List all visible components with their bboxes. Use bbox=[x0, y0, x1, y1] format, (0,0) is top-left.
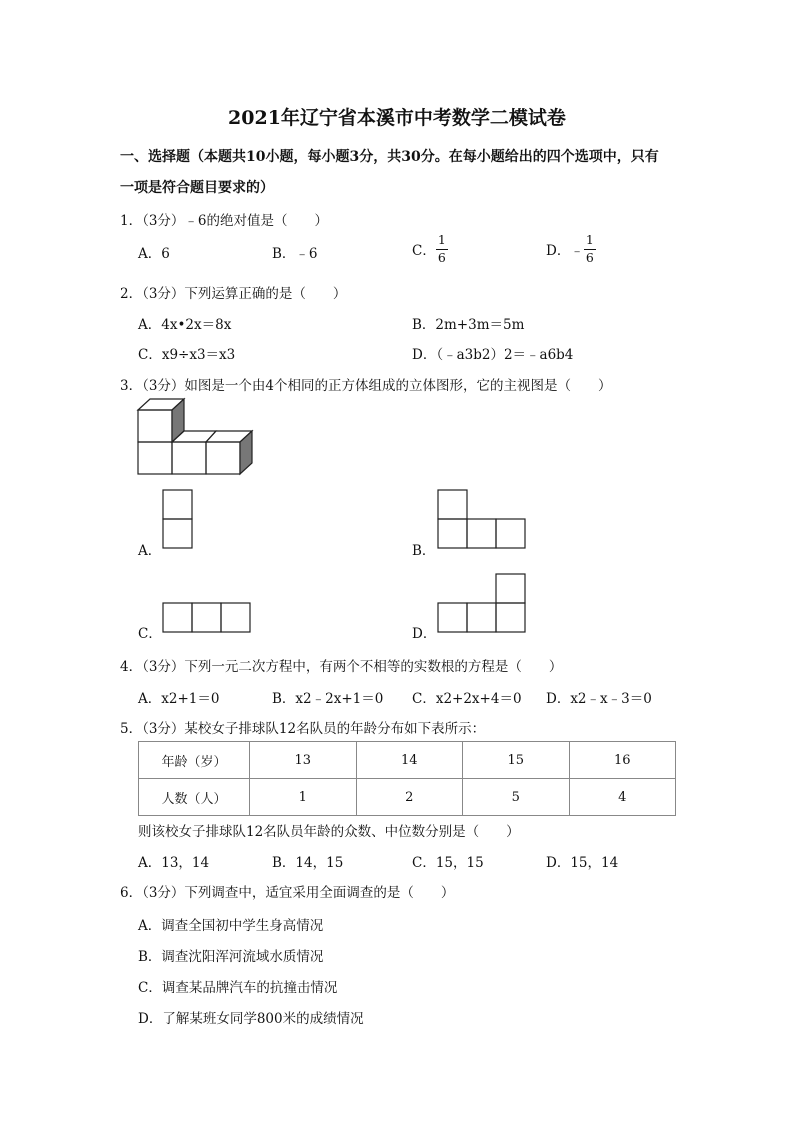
table-row bbox=[139, 742, 676, 779]
q3-option-d: D． bbox=[412, 626, 437, 642]
section-heading-line1: 一、选择题（本题共10小题，每小题3分，共30分。在每小题给出的四个选项中，只有 bbox=[120, 149, 659, 165]
q6-option-c: C．调查某品牌汽车的抗撞击情况 bbox=[138, 980, 338, 996]
q6-option-a: A．调查全国初中学生身高情况 bbox=[138, 918, 324, 934]
q1-option-d-fraction bbox=[584, 234, 596, 264]
q1-option-d-denominator: 6 bbox=[585, 249, 594, 265]
q2-option-b: B．2m+3m＝5m bbox=[412, 317, 525, 333]
q1-option-b: B．﹣6 bbox=[272, 246, 318, 262]
table-row bbox=[139, 779, 676, 816]
exam-title: 2021年辽宁省本溪市中考数学二模试卷 bbox=[228, 107, 566, 129]
table-cell: 年龄（岁） bbox=[139, 742, 250, 779]
q4-option-c: C．x2+2x+4＝0 bbox=[412, 691, 522, 707]
q1-option-d-numerator: 1 bbox=[584, 234, 596, 250]
q1-option-c-numerator: 1 bbox=[436, 234, 448, 250]
q5-option-c: C．15，15 bbox=[412, 855, 484, 871]
question-3-stem: 3．（3分）如图是一个由4个相同的正方体组成的立体图形，它的主视图是（ ） bbox=[120, 378, 612, 394]
q3-option-a-diagram bbox=[162, 489, 194, 549]
table-cell: 5 bbox=[463, 779, 570, 816]
q1-option-d-label: D．﹣ bbox=[546, 243, 584, 259]
table-cell: 2 bbox=[356, 779, 463, 816]
q2-option-a: A．4x•2x＝8x bbox=[138, 317, 232, 333]
q6-option-b: B．调查沈阳浑河流域水质情况 bbox=[138, 949, 324, 965]
q1-option-c-denominator: 6 bbox=[437, 249, 446, 265]
q2-option-d: D．（﹣a3b2）2＝﹣a6b4 bbox=[412, 347, 574, 363]
table-cell: 16 bbox=[569, 742, 676, 779]
question-1-stem: 1．（3分）﹣6的绝对值是（ ） bbox=[120, 213, 329, 229]
table-cell: 14 bbox=[356, 742, 463, 779]
question-2-stem: 2．（3分）下列运算正确的是（ ） bbox=[120, 286, 347, 302]
q3-option-c-diagram bbox=[162, 602, 252, 634]
q1-option-d bbox=[546, 234, 596, 264]
q5-option-b: B．14，15 bbox=[272, 855, 344, 871]
question-5-followup: 则该校女子排球队12名队员年龄的众数、中位数分别是（ ） bbox=[138, 824, 520, 840]
q4-option-b: B．x2﹣2x+1＝0 bbox=[272, 691, 384, 707]
q1-option-a: A．6 bbox=[138, 246, 170, 262]
q1-option-c-label: C． bbox=[412, 243, 436, 259]
q4-option-d: D．x2﹣x﹣3＝0 bbox=[546, 691, 652, 707]
age-distribution-table bbox=[138, 741, 676, 816]
q3-option-a: A． bbox=[138, 543, 162, 559]
q5-option-a: A．13，14 bbox=[138, 855, 210, 871]
table-cell: 1 bbox=[250, 779, 357, 816]
q3-option-d-diagram bbox=[437, 573, 527, 633]
q3-option-c: C． bbox=[138, 626, 162, 642]
table-cell: 15 bbox=[463, 742, 570, 779]
q3-option-b-diagram bbox=[437, 489, 527, 549]
q5-option-d: D．15，14 bbox=[546, 855, 619, 871]
table-cell: 4 bbox=[569, 779, 676, 816]
section-heading-line2: 一项是符合题目要求的） bbox=[120, 180, 274, 196]
q1-option-c-fraction bbox=[436, 234, 448, 264]
question-4-stem: 4．（3分）下列一元二次方程中，有两个不相等的实数根的方程是（ ） bbox=[120, 659, 563, 675]
q2-option-c: C．x9÷x3＝x3 bbox=[138, 347, 236, 363]
table-cell: 13 bbox=[250, 742, 357, 779]
q1-option-c bbox=[412, 234, 448, 264]
solid-figure-diagram bbox=[136, 396, 260, 478]
table-cell: 人数（人） bbox=[139, 779, 250, 816]
q3-option-b: B． bbox=[412, 543, 436, 559]
question-6-stem: 6．（3分）下列调查中，适宜采用全面调查的是（ ） bbox=[120, 885, 455, 901]
q4-option-a: A．x2+1＝0 bbox=[138, 691, 220, 707]
q6-option-d: D．了解某班女同学800米的成绩情况 bbox=[138, 1011, 364, 1027]
question-5-stem: 5．（3分）某校女子排球队12名队员的年龄分布如下表所示： bbox=[120, 721, 486, 737]
